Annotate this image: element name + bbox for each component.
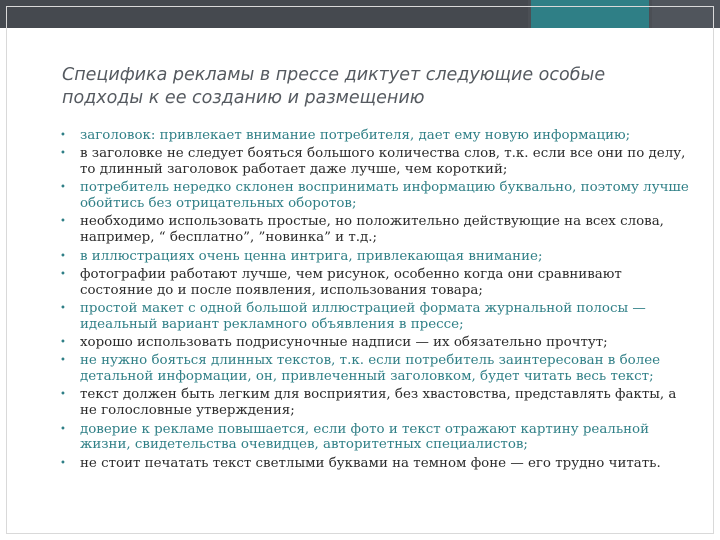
bullet-marker: • [60,355,66,367]
list-item [52,335,692,351]
bullet-marker: • [60,337,66,349]
list-item-text: потребитель нередко склонен воспринимать информацию буквально, поэтому лучше обойтись без отрицательных оборотов; [80,180,689,212]
bullet-marker: • [60,389,66,401]
bullet-marker: • [60,457,66,469]
bullet-marker: • [60,216,66,228]
list-item [52,456,692,472]
bullet-marker: • [60,268,66,280]
list-item-text: в заголовке не следует бояться большого количества слов, т.к. если все они по делу, то длинный заголовок работает даже лучше, чем короткий; [80,146,686,178]
list-item [52,146,692,178]
slide-title [62,64,692,110]
list-item [52,387,692,419]
list-item-text: заголовок: привлекает внимание потребителя, дает ему новую информацию; [80,128,631,143]
slide-title-line-1: Специфика рекламы в прессе диктует следующие особые [62,65,606,85]
list-item-text: не нужно бояться длинных текстов, т.к. если потребитель заинтересован в более детальной информации, он, привлеченный заголовком, будет читать весь текст; [80,353,661,385]
list-item [52,180,692,212]
list-item-text: фотографии работают лучше, чем рисунок, особенно когда они сравнивают состояние до и после появления, использования товара; [80,266,622,298]
list-item-text: хорошо использовать подрисуночные надписи — их обязательно прочтут; [80,335,608,351]
bullet-marker: • [60,423,66,435]
list-item-text: в иллюстрациях очень ценна интрига, привлекающая внимание; [80,248,543,264]
slide-content [52,64,692,474]
list-item [52,214,692,246]
list-item-text: текст должен быть легким для восприятия, без хвастовства, представлять факты, а не голословные утверждения; [80,387,677,419]
bullet-list [52,128,692,471]
list-item [52,128,692,144]
list-item [52,301,692,333]
bullet-marker: • [60,250,66,262]
list-item [52,267,692,299]
bullet-marker: • [60,148,66,160]
list-item-text: не стоит печатать текст светлыми буквами на темном фоне — его трудно читать. [80,455,661,471]
list-item [52,422,692,454]
list-item-text: доверие к рекламе повышается, если фото и текст отражают картину реальной жизни, свидетельства очевидцев, авторитетных специалистов; [80,421,650,453]
list-item [52,249,692,265]
list-item [52,353,692,385]
list-item-text: необходимо использовать простые, но положительно действующие на всех слова, например, “ бесплатно”, ”новинка” и т.д.; [80,214,664,246]
slide-title-line-2: подходы к ее созданию и размещению [62,88,425,108]
list-item-text: простой макет с одной большой иллюстрацией формата журнальной полосы — идеальный вариант рекламного объявления в прессе; [80,300,646,332]
bullet-marker: • [60,130,66,141]
bullet-marker: • [60,302,66,314]
bullet-marker: • [60,182,66,194]
